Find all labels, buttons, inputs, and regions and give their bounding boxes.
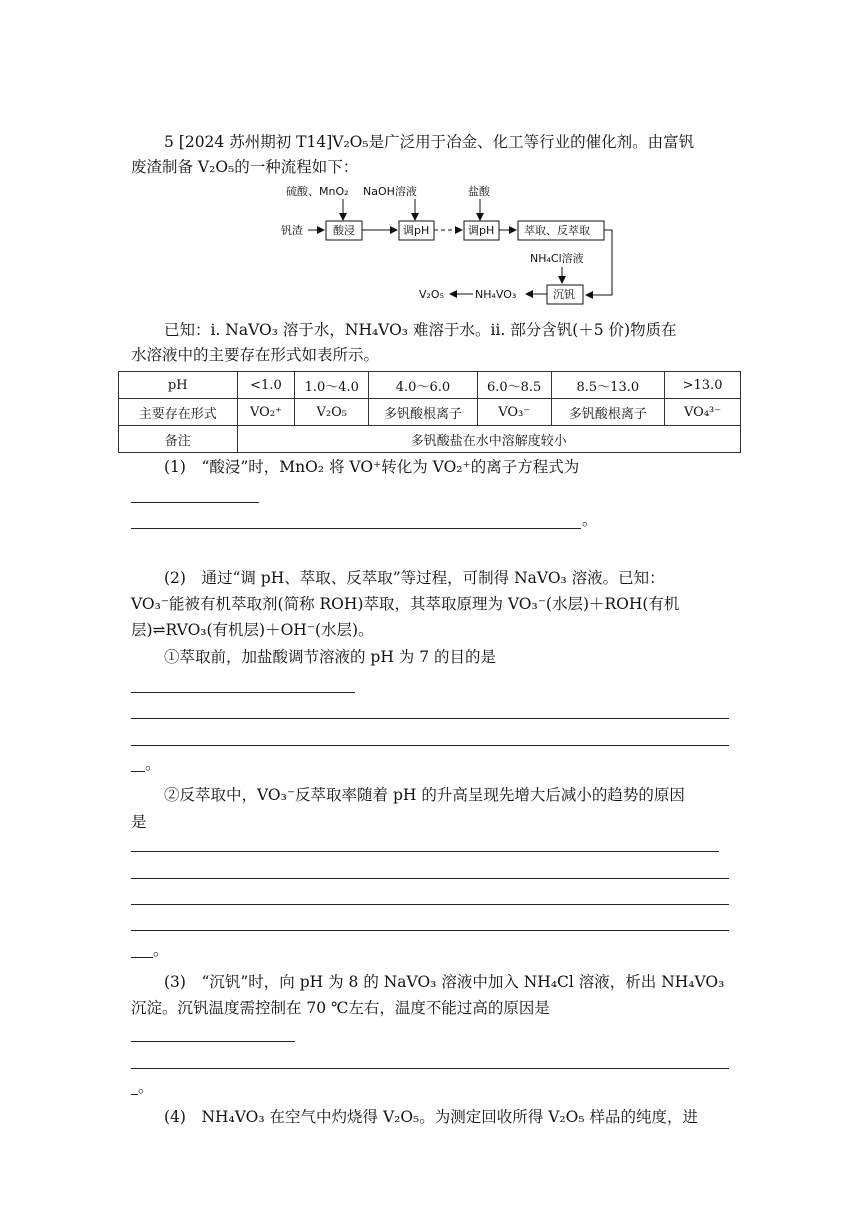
table-cell: VO₂⁺ [237, 399, 295, 426]
answer-blank[interactable] [131, 1094, 138, 1095]
part-3-line2: 沉淀。沉钒温度需控制在 70 ℃左右，温度不能过高的原因是 [131, 999, 550, 1017]
question-intro: 废渣制备 V₂O₅的一种流程如下： [131, 158, 359, 176]
box-precipitate-label: 沉钒 [553, 288, 575, 301]
box-extraction-label: 萃取、反萃取 [524, 224, 590, 237]
table-cell: V₂O₅ [295, 399, 369, 426]
table-cell: 6.0～8.5 [477, 372, 551, 399]
table-row-forms [119, 399, 741, 426]
part-2-q2-end: 。 [153, 941, 169, 959]
table-row-note [119, 426, 741, 453]
answer-blank[interactable] [131, 1068, 729, 1069]
table-note: 多钒酸盐在水中溶解度较小 [237, 426, 740, 453]
part-2-q1-end: 。 [145, 755, 161, 773]
part-2-line3: 层)⇌RVO₃(有机层)＋OH⁻(水层)。 [131, 621, 374, 639]
answer-blank[interactable] [131, 528, 581, 529]
table-cell: VO₄³⁻ [665, 399, 741, 426]
table-cell: 1.0～4.0 [295, 372, 369, 399]
answer-blank[interactable] [131, 904, 729, 905]
answer-blank[interactable] [131, 957, 153, 958]
question-header: 5 [2024 苏州期初 T14]V₂O₅是广泛用于冶金、化工等行业的催化剂。由富钒 [164, 133, 695, 151]
part-2-question-1: ①萃取前，加盐酸调节溶液的 pH 为 7 的目的是 [164, 648, 497, 666]
reagent-acid-mno2: 硫酸、MnO₂ [286, 185, 349, 198]
intermediate-nh4vo3: NH₄VO₃ [475, 288, 517, 301]
part-3-line1: (3) “沉钒”时，向 pH 为 8 的 NaVO₃ 溶液中加入 NH₄Cl 溶液，析出 NH₄VO₃ [164, 973, 725, 991]
table-row-ph [119, 372, 741, 399]
part-1-prompt: (1) “酸浸”时，MnO₂ 将 VO⁺转化为 VO₂⁺的离子方程式为 [164, 458, 580, 476]
known-info-2: 水溶液中的主要存在形式如表所示。 [131, 346, 380, 364]
answer-blank[interactable] [131, 692, 355, 693]
box-acid-leach-label: 酸浸 [333, 224, 355, 237]
answer-blank[interactable] [131, 878, 729, 879]
vanadium-species-table [118, 371, 741, 453]
table-cell: 4.0～6.0 [369, 372, 478, 399]
table-header-note: 备注 [119, 426, 238, 453]
part-2-line2: VO₃⁻能被有机萃取剂(简称 ROH)萃取，其萃取原理为 VO₃⁻(水层)＋ROH(有机 [131, 595, 680, 613]
process-flowchart [270, 182, 630, 306]
box-adjust-ph-2-label: 调pH [468, 224, 495, 237]
reagent-naoh: NaOH溶液 [363, 185, 417, 198]
table-header-ph: pH [119, 372, 238, 399]
answer-blank[interactable] [131, 745, 729, 746]
part-3-end: 。 [138, 1078, 154, 1096]
part-2-question-2-line1: ②反萃取中，VO₃⁻反萃取率随着 pH 的升高呈现先增大后减小的趋势的原因 [164, 786, 685, 804]
reagent-hcl: 盐酸 [468, 185, 490, 198]
table-cell: VO₃⁻ [477, 399, 551, 426]
box-adjust-ph-1-label: 调pH [403, 224, 430, 237]
known-info-1: 已知：ⅰ. NaVO₃ 溶于水，NH₄VO₃ 难溶于水。ⅱ. 部分含钒(＋5 价)物质在 [164, 321, 677, 339]
answer-blank[interactable] [131, 851, 719, 852]
answer-blank[interactable] [131, 1041, 295, 1042]
answer-blank[interactable] [131, 502, 259, 503]
answer-blank[interactable] [131, 718, 729, 719]
reagent-nh4cl: NH₄Cl溶液 [530, 252, 584, 265]
table-cell: 8.5～13.0 [551, 372, 665, 399]
table-cell: <1.0 [237, 372, 295, 399]
part-2-question-2-line2: 是 [131, 813, 147, 831]
part-2-line1: (2) 通过“调 pH、萃取、反萃取”等过程，可制得 NaVO₃ 溶液。已知： [164, 569, 665, 587]
answer-blank[interactable] [131, 771, 145, 772]
table-header-forms: 主要存在形式 [119, 399, 238, 426]
start-material: 钒渣 [281, 224, 303, 237]
table-cell: >13.0 [665, 372, 741, 399]
product-v2o5: V₂O₅ [419, 288, 445, 301]
table-cell: 多钒酸根离子 [369, 399, 478, 426]
answer-blank[interactable] [131, 930, 729, 931]
part-1-end: 。 [582, 511, 598, 529]
table-cell: 多钒酸根离子 [551, 399, 665, 426]
part-4-line1: (4) NH₄VO₃ 在空气中灼烧得 V₂O₅。为测定回收所得 V₂O₅ 样品的纯度，进 [164, 1108, 698, 1126]
